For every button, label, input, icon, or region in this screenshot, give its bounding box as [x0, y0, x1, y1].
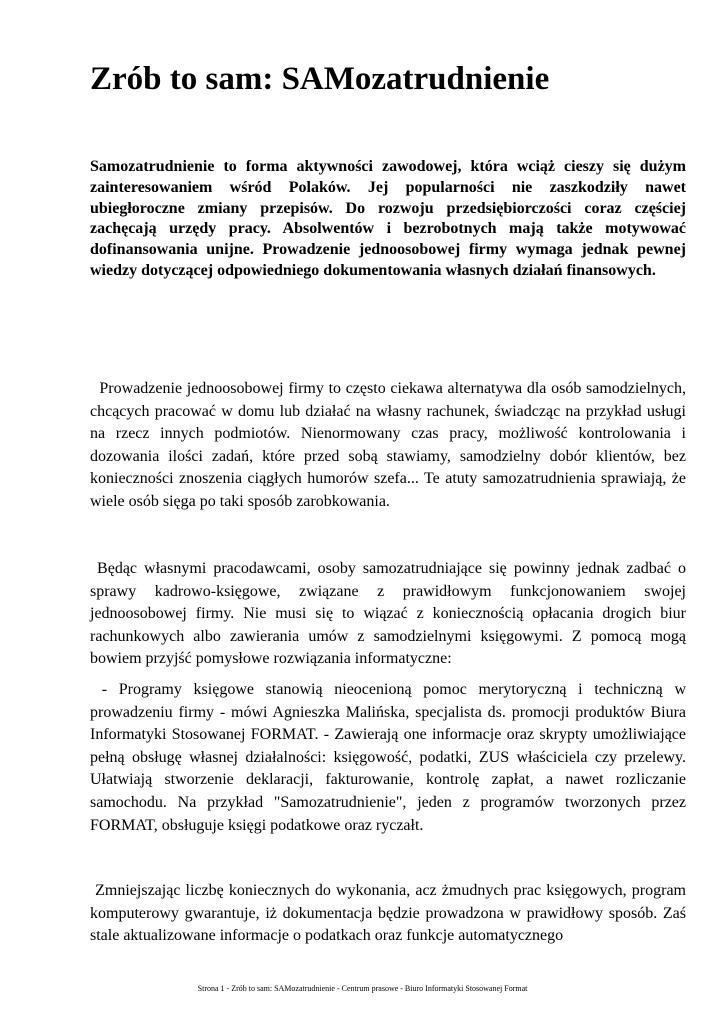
body-paragraph: Będąc własnymi pracodawcami, osoby samozatrudniające się powinny jednak zadbać o sprawy kadrowo-księgowe, związane z prawidłowym funkcjonowaniem swojej jednoosobowej firmy. Nie musi się to wiązać z koniecznością opłacania drogich biur rachunkowych albo zawierania umów z samodzielnymi księgowymi. Z pomocą mogą bowiem przyjść pomysłowe rozwiązania informatyczne: — [90, 560, 686, 668]
page-title: Zrób to sam: SAMozatrudnienie — [90, 61, 550, 97]
body-paragraph: Zmniejszając liczbę koniecznych do wykonania, acz żmudnych prac księgowych, program komputerowy gwarantuje, iż dokumentacja będzie prowadzona w prawidłowy sposób. Zaś stale aktualizowane informacje o podatkach oraz funkcje automatycznego — [90, 882, 686, 945]
lead-paragraph: Samozatrudnienie to forma aktywności zawodowej, która wciąż cieszy się dużym zainteresowaniem wśród Polaków. Jej popularności nie zaszkodziły nawet ubiegłoroczne zmiany przepisów. Do rozwoju przedsiębiorczości coraz częściej zachęcają urzędy pracy. Absolwentów i bezrobotnych mają także motywować dofinansowania unijne. Prowadzenie jednoosobowej firmy wymaga jednak pewnej wiedzy dotyczącej odpowiedniego dokumentowania własnych działań finansowych. — [90, 158, 686, 279]
body-paragraph: Prowadzenie jednoosobowej firmy to często ciekawa alternatywa dla osób samodzielnych, chcących pracować w domu lub działać na własny rachunek, świadcząc na przykład usługi na rzecz innych podmiotów. Nienormowany czas pracy, możliwość kontrolowania i dozowania ilości zadań, które przed sobą stawiamy, samodzielny dobór klientów, bez konieczności znoszenia ciągłych humorów szefa... Te atuty samozatrudnienia sprawiają, że wiele osób sięga po taki sposób zarobkowania. — [90, 380, 686, 510]
body-paragraph-quote: - Programy księgowe stanowią nieocenioną pomoc merytoryczną i techniczną w prowadzeniu firmy - mówi Agnieszka Malińska, specjalista ds. promocji produktów Biura Informatyki Stosowanej FORMAT. - Zawierają one informacje oraz skrypty umożliwiające pełną obsługę własnej działalności: księgowość, podatki, ZUS właściciela czy przelewy. Ułatwiają stworzenie deklaracji, fakturowanie, kontrolę zapłat, a nawet rozliczanie samochodu. Na przykład "Samozatrudnienie", jeden z programów tworzonych przez FORMAT, obsługuje księgi podatkowe oraz ryczałt. — [90, 681, 686, 834]
page-footer: Strona 1 - Zrób to sam: SAMozatrudnienie - Centrum prasowe - Biuro Informatyki Stosowanej Format — [197, 984, 528, 993]
